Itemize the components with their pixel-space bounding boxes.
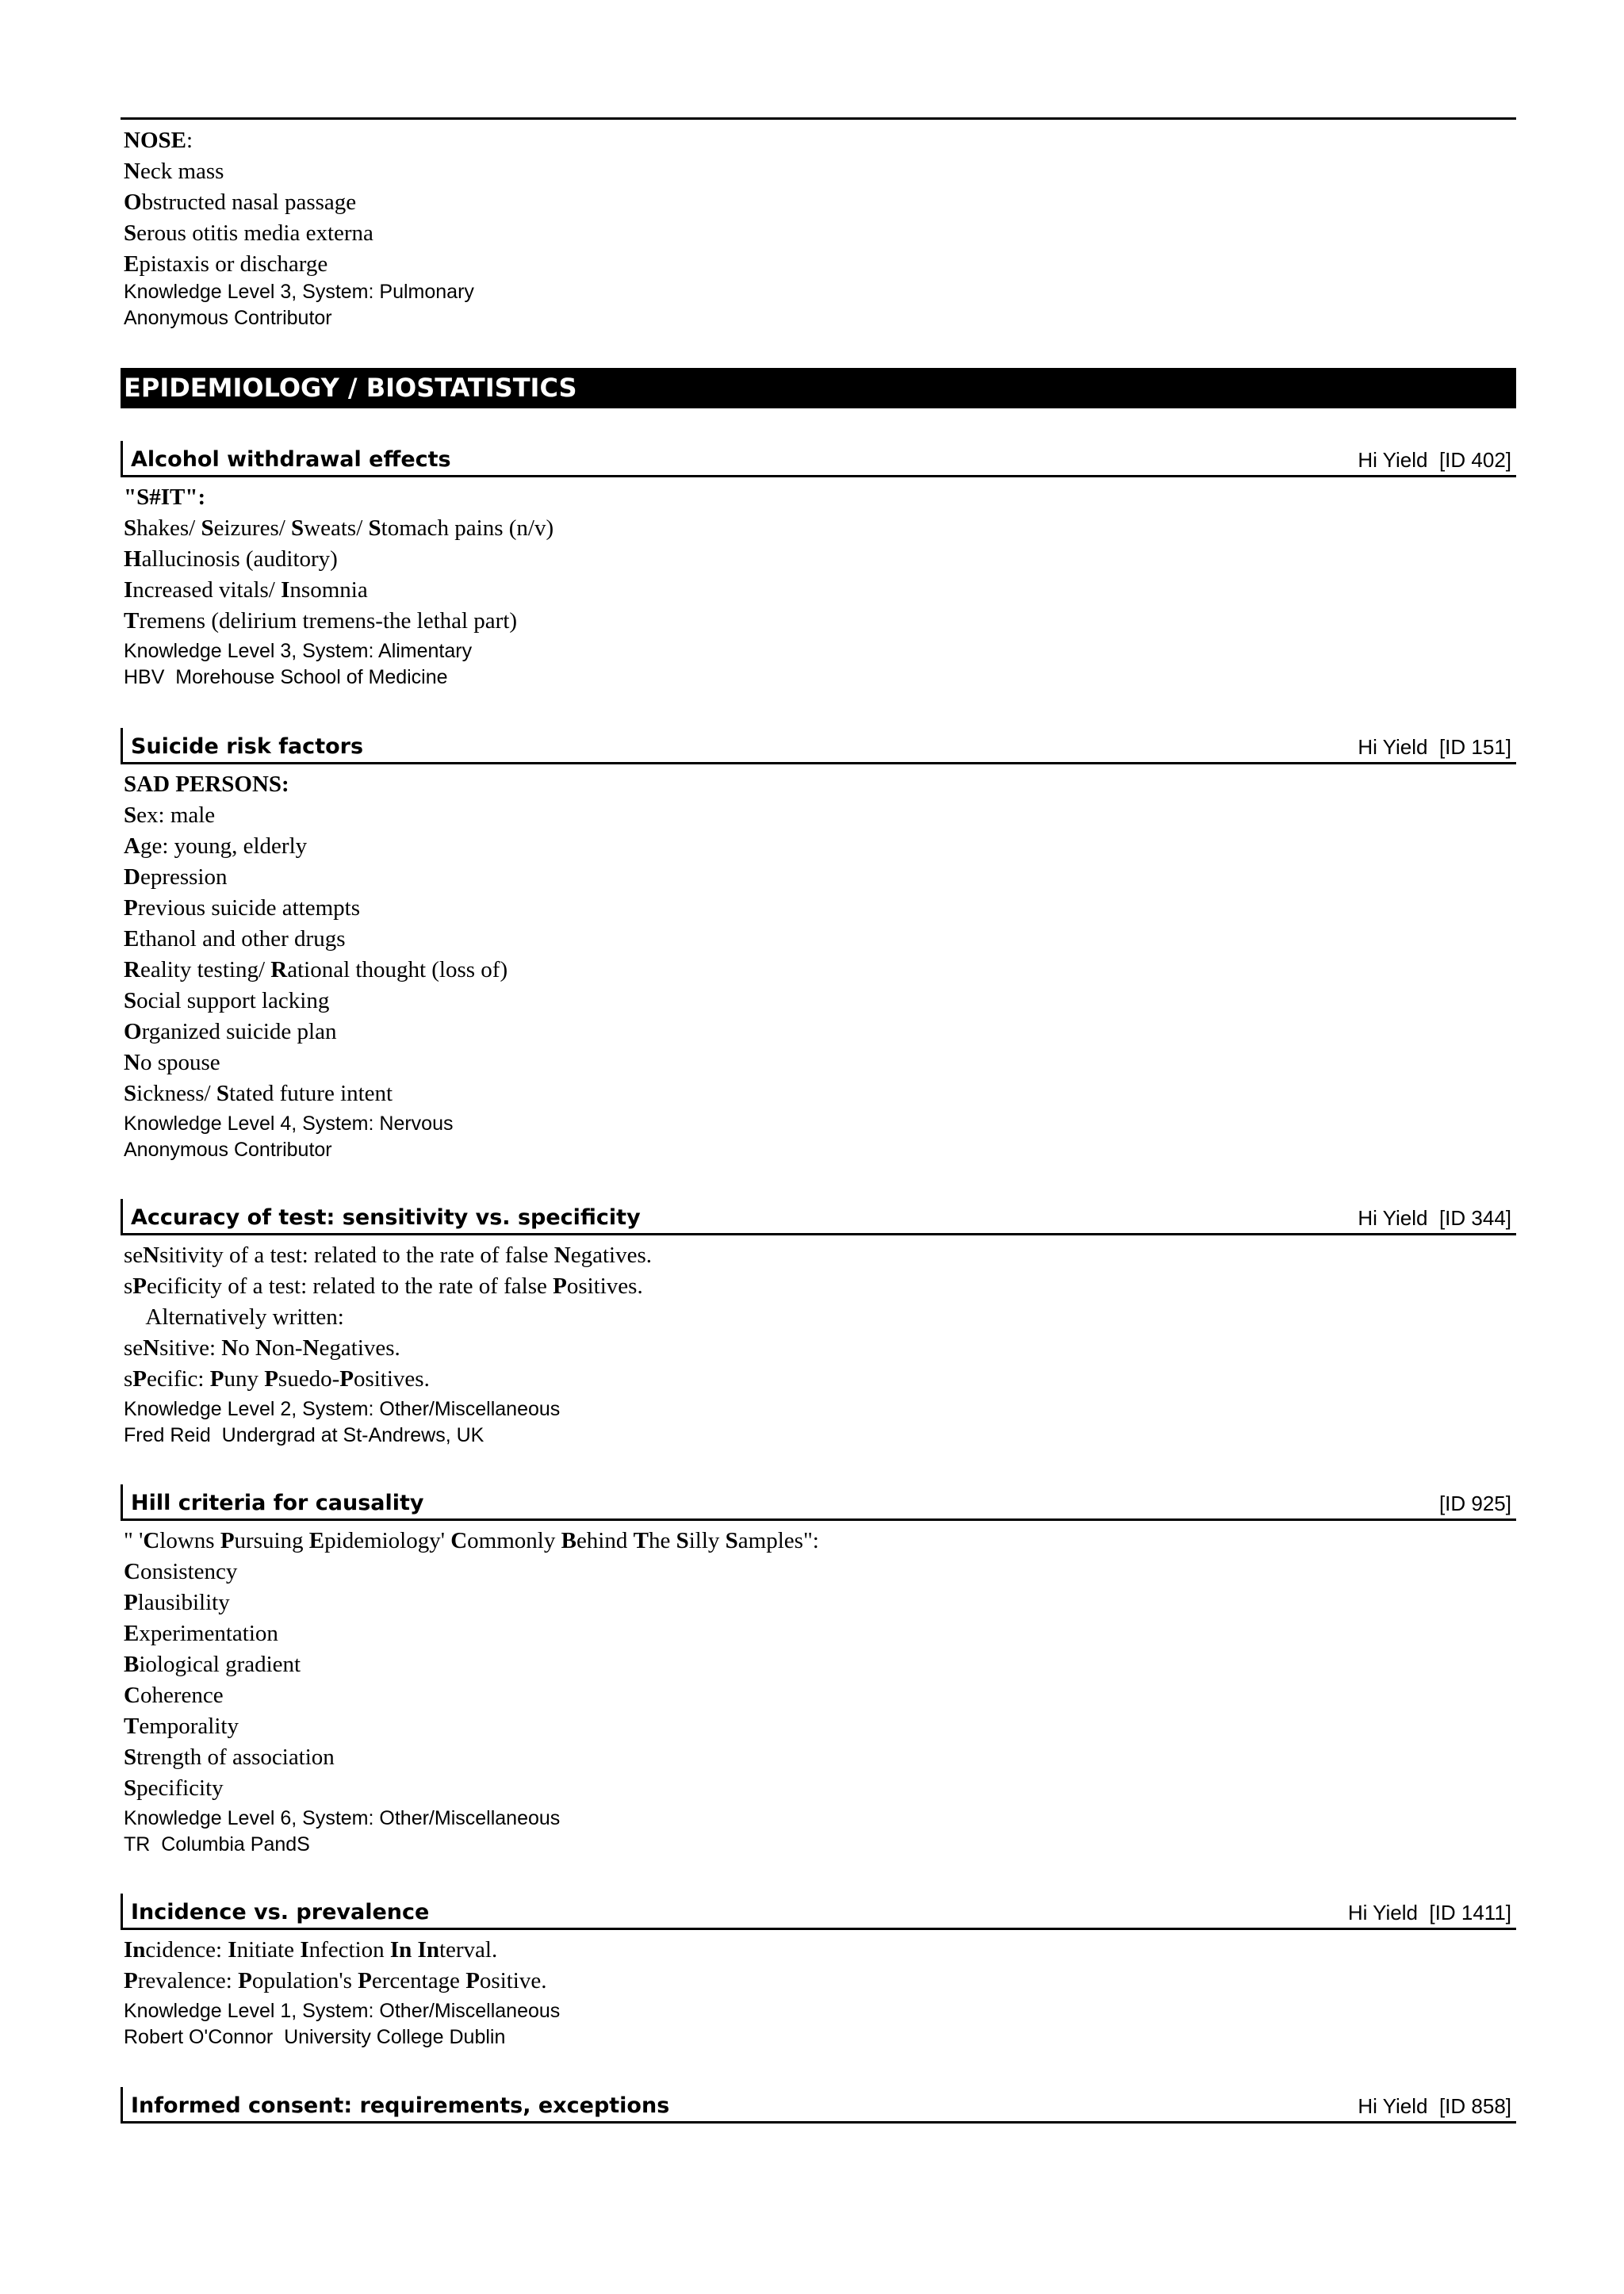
knowledge-level: Knowledge Level 2, System: Other/Miscellaneous — [124, 1398, 561, 1420]
entry-footer — [124, 638, 1511, 691]
entry-line: Social support lacking — [124, 988, 330, 1013]
entry-line: " 'Clowns Pursuing Epidemiology' Commonly Behind The Silly Samples": — [124, 1528, 819, 1553]
entry-body — [124, 1935, 1511, 1997]
entry-footer — [124, 1396, 1511, 1449]
entry-line: Prevalence: Population's Percentage Positive. — [124, 1968, 547, 1993]
mnemonic-line: SAD PERSONS: — [124, 772, 289, 797]
entry-line: Hallucinosis (auditory) — [124, 546, 338, 572]
entry-title: Suicide risk factors — [131, 734, 364, 759]
entry-body — [124, 1240, 1511, 1395]
entry-header — [121, 1894, 1516, 1930]
nose-line: Serous otitis media externa — [124, 220, 373, 246]
entry-line: seNsitivity of a test: related to the rate of false Negatives. — [124, 1243, 653, 1268]
contributor: Anonymous Contributor — [124, 1139, 332, 1161]
entry-line: Alternatively written: — [124, 1304, 344, 1330]
contributor: TR Columbia PandS — [124, 1833, 310, 1855]
entry-line: Specificity — [124, 1775, 224, 1801]
entry-header — [121, 728, 1516, 764]
entry-body — [124, 769, 1511, 1109]
nose-entry-footer — [124, 279, 1511, 331]
entry-line: Experimentation — [124, 1621, 278, 1646]
entry-line: Increased vitals/ Insomnia — [124, 577, 368, 603]
top-divider — [121, 117, 1516, 120]
entry-line: Ethanol and other drugs — [124, 926, 346, 952]
entry-header — [121, 441, 1516, 477]
entry-meta: Hi Yield [ID 344] — [1358, 1206, 1511, 1230]
entry-header — [121, 1484, 1516, 1521]
nose-line: Obstructed nasal passage — [124, 190, 357, 215]
entry-body — [124, 482, 1511, 637]
entry-line: Sex: male — [124, 802, 216, 828]
entry-line: Shakes/ Seizures/ Sweats/ Stomach pains (n/v) — [124, 515, 554, 541]
mnemonic-line: "S#IT": — [124, 484, 206, 510]
entry-title: Alcohol withdrawal effects — [131, 447, 451, 472]
entry-line: sPecific: Puny Psuedo-Positives. — [124, 1366, 430, 1392]
knowledge-level: Knowledge Level 6, System: Other/Miscellaneous — [124, 1807, 561, 1829]
knowledge-level: Knowledge Level 4, System: Nervous — [124, 1113, 454, 1135]
entry-meta: Hi Yield [ID 402] — [1358, 448, 1511, 472]
entry-line: Plausibility — [124, 1590, 230, 1615]
entry-title: Accuracy of test: sensitivity vs. specificity — [131, 1205, 641, 1230]
nose-line: Epistaxis or discharge — [124, 251, 328, 277]
nose-entry-body — [124, 125, 1511, 280]
entry-title: Informed consent: requirements, exceptions — [131, 2093, 670, 2118]
entry-line: Reality testing/ Rational thought (loss of) — [124, 957, 508, 982]
entry-line: Coherence — [124, 1683, 224, 1708]
contributor: HBV Morehouse School of Medicine — [124, 666, 448, 688]
entry-meta: Hi Yield [ID 1411] — [1347, 1901, 1511, 1924]
entry-line: Organized suicide plan — [124, 1019, 337, 1044]
entry-header — [121, 1199, 1516, 1235]
entry-line: No spouse — [124, 1050, 220, 1075]
nose-mnemonic: NOSE — [124, 128, 186, 153]
entry-line: Sickness/ Stated future intent — [124, 1081, 393, 1106]
nose-line: Neck mass — [124, 159, 224, 184]
entry-title: Hill criteria for causality — [131, 1491, 424, 1515]
entry-meta: [ID 925] — [1438, 1492, 1511, 1515]
entry-line: Incidence: Initiate Infection In Interval. — [124, 1937, 498, 1963]
entry-line: Depression — [124, 864, 228, 890]
entry-line: Previous suicide attempts — [124, 895, 360, 921]
knowledge-level: Knowledge Level 3, System: Alimentary — [124, 640, 473, 662]
entry-footer — [124, 1111, 1511, 1163]
entry-title: Incidence vs. prevalence — [131, 1900, 430, 1924]
section-header: EPIDEMIOLOGY / BIOSTATISTICS — [121, 368, 1516, 408]
entry-line: Temporality — [124, 1714, 239, 1739]
entry-line: sPecificity of a test: related to the rate of false Positives. — [124, 1273, 643, 1299]
entry-body — [124, 1526, 1511, 1804]
entry-footer — [124, 1806, 1511, 1858]
entry-line: Consistency — [124, 1559, 238, 1584]
entry-line: seNsitive: No Non-Negatives. — [124, 1335, 400, 1361]
entry-meta: Hi Yield [ID 151] — [1358, 735, 1511, 759]
contributor: Robert O'Connor University College Dublin — [124, 2026, 506, 2048]
entry-line: Tremens (delirium tremens-the lethal part) — [124, 608, 518, 634]
knowledge-level: Knowledge Level 3, System: Pulmonary — [124, 281, 474, 303]
entry-header — [121, 2087, 1516, 2124]
contributor: Anonymous Contributor — [124, 307, 332, 329]
entry-footer — [124, 1998, 1511, 2051]
entry-meta: Hi Yield [ID 858] — [1358, 2094, 1511, 2118]
entry-line: Age: young, elderly — [124, 833, 308, 859]
nose-mnemonic-line: NOSE: — [124, 128, 193, 153]
contributor: Fred Reid Undergrad at St-Andrews, UK — [124, 1424, 485, 1446]
entry-line: Strength of association — [124, 1744, 335, 1770]
knowledge-level: Knowledge Level 1, System: Other/Miscellaneous — [124, 2000, 561, 2022]
entry-line: Biological gradient — [124, 1652, 301, 1677]
